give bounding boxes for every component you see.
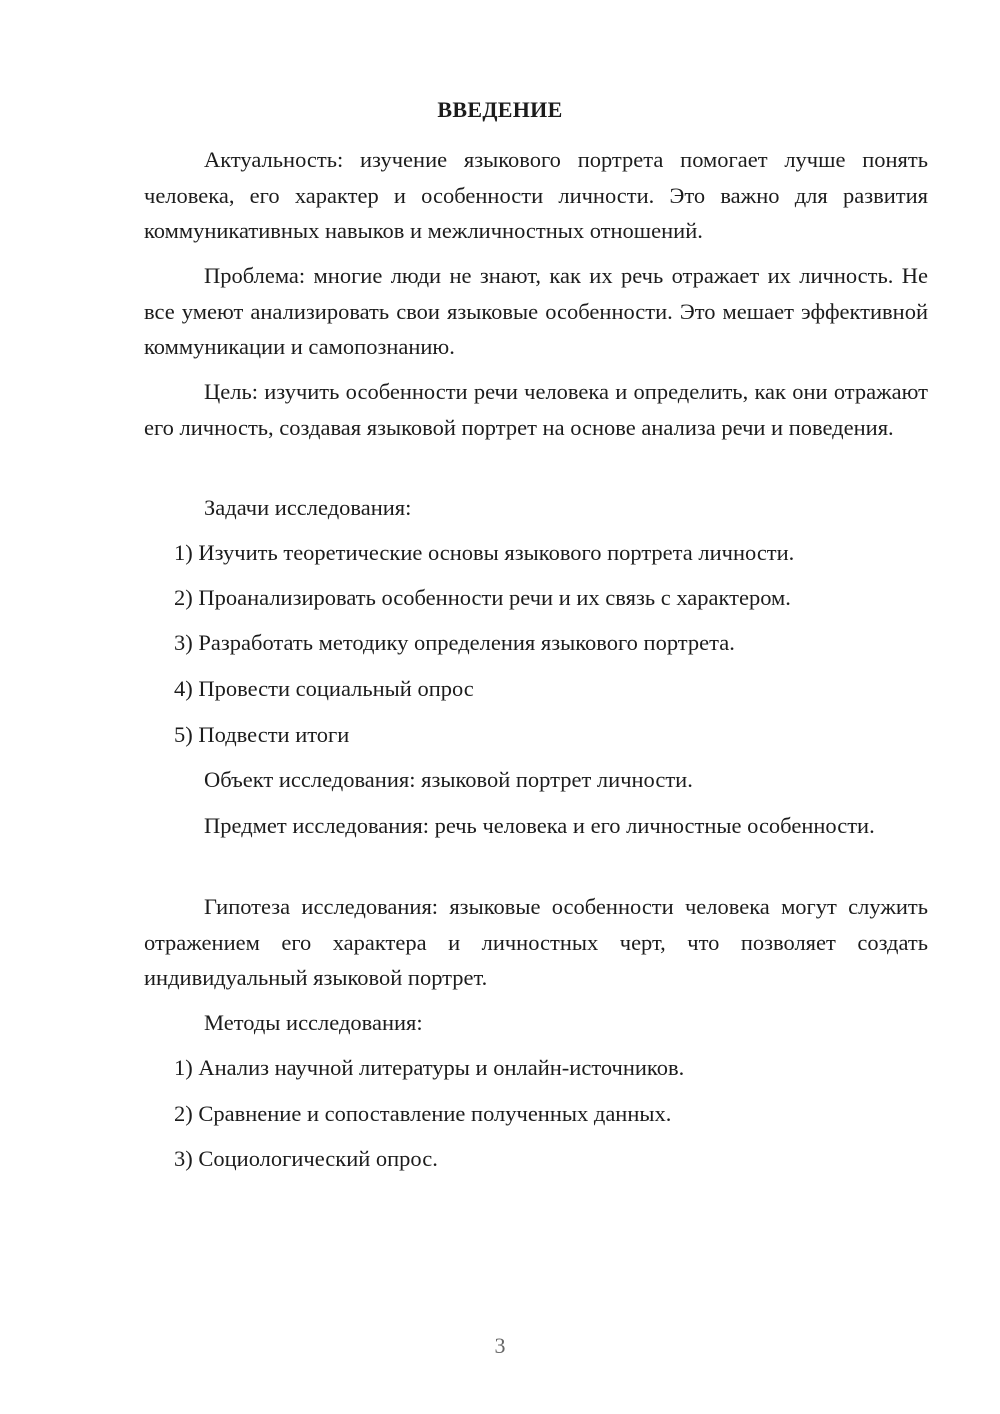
task-item-3: 3) Разработать методику определения языкового портрета.: [174, 630, 735, 655]
relevance-paragraph: Актуальность: изучение языкового портрета помогает лучше понять человека, его характер и особенности личности. Это важно для развития коммуникативных навыков и межличностных отношений.: [144, 147, 928, 243]
subject-paragraph: Предмет исследования: речь человека и его личностные особенности.: [204, 813, 875, 838]
hypothesis-paragraph: Гипотеза исследования: языковые особенности человека могут служить отражением его характера и личностных черт, что позволяет создать индивидуальный языковой портрет.: [144, 894, 928, 990]
task-item-5: 5) Подвести итоги: [174, 722, 350, 747]
method-item-2: 2) Сравнение и сопоставление полученных данных.: [174, 1101, 672, 1126]
method-item-1: 1) Анализ научной литературы и онлайн-источников.: [174, 1055, 685, 1080]
task-item-2: 2) Проанализировать особенности речи и их связь с характером.: [174, 585, 791, 610]
methods-heading: Методы исследования:: [204, 1010, 423, 1035]
tasks-heading: Задачи исследования:: [204, 495, 412, 520]
problem-paragraph: Проблема: многие люди не знают, как их речь отражает их личность. Не все умеют анализировать свои языковые особенности. Это мешает эффективной коммуникации и самопознанию.: [144, 263, 928, 359]
object-paragraph: Объект исследования: языковой портрет личности.: [204, 767, 693, 792]
task-item-1: 1) Изучить теоретические основы языкового портрета личности.: [174, 540, 795, 565]
method-item-3: 3) Социологический опрос.: [174, 1146, 438, 1171]
task-item-4: 4) Провести социальный опрос: [174, 676, 474, 701]
section-title: ВВЕДЕНИЕ: [437, 97, 563, 122]
goal-paragraph: Цель: изучить особенности речи человека и определить, как они отражают его личность, создавая языковой портрет на основе анализа речи и поведения.: [144, 379, 928, 440]
page-number: 3: [494, 1333, 506, 1358]
